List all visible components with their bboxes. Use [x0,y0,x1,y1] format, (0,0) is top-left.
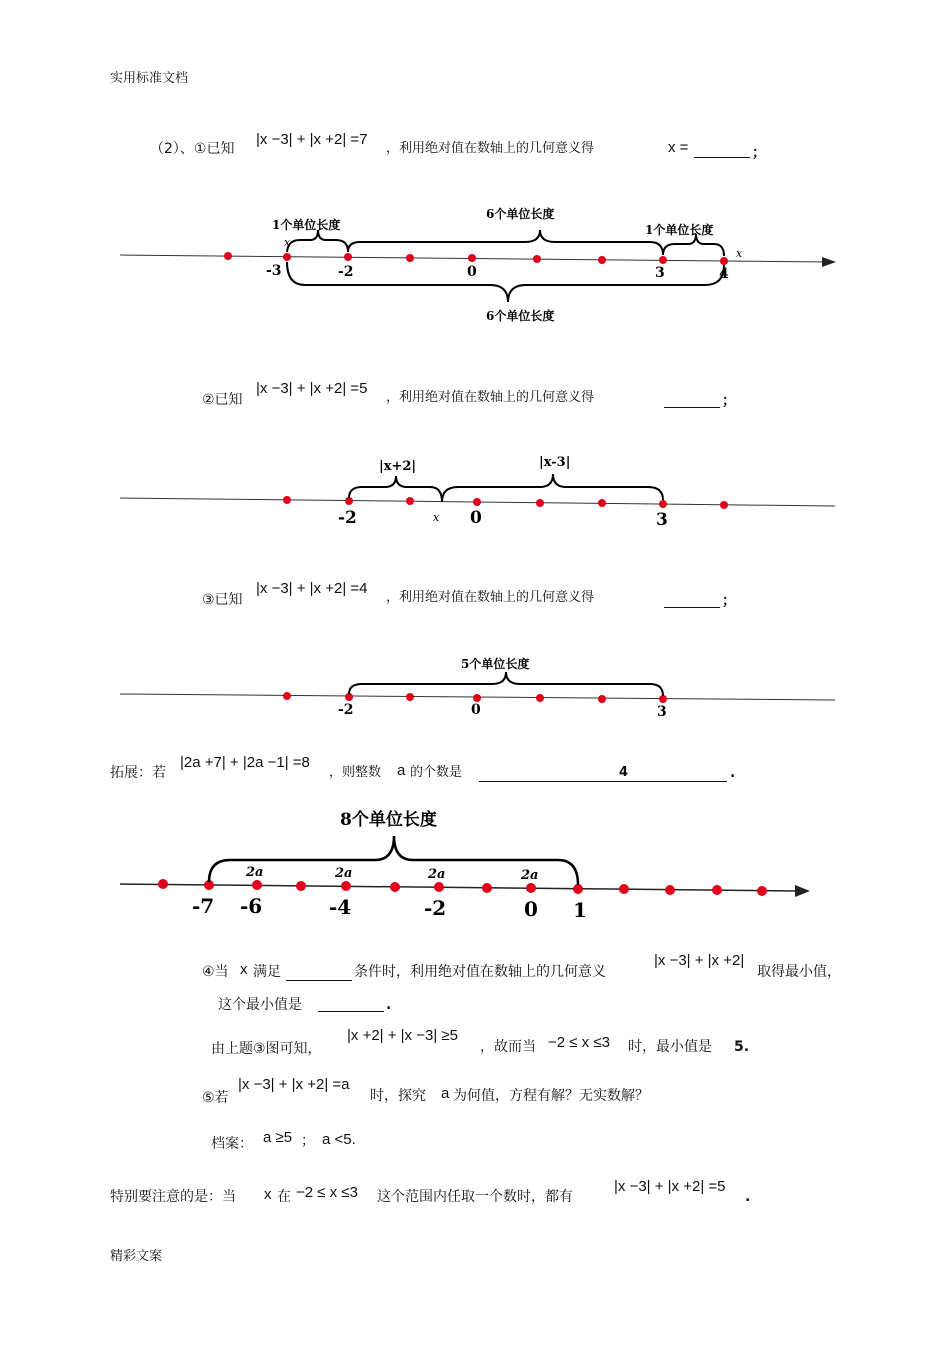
q4-cond: 满足 [253,964,281,980]
tick-label: 4 [719,266,729,282]
ext-equation: |2a +7| + |2a −1| =8 [180,754,310,771]
axis-line-4 [120,884,800,891]
dot [619,884,629,894]
page-header: 实用标准文档 [110,71,189,86]
ext-var: a [397,762,406,779]
label-right-abs: |x-3| [539,455,571,470]
note-mid: 在 [277,1189,291,1205]
tick-label: -6 [240,894,263,918]
q5-answer2: a <5. [322,1131,356,1148]
q4-solution-suffix: 时，最小值是 [628,1039,712,1055]
q5-answer-prefix: 档案： [211,1136,253,1152]
tick-label: 0 [524,897,538,921]
q4-solution-expr: |x +2| + |x −3| ≥5 [347,1027,458,1044]
q3-end: ； [722,593,736,609]
q4-line2: 这个最小值是 [218,997,302,1013]
note-prefix: 特别要注意的是：当 [110,1189,236,1205]
note-range: −2 ≤ x ≤3 [296,1184,358,1201]
q4-prefix: ④当 [202,964,229,980]
note-end: . [745,1189,751,1205]
q1-answer-prefix: x = [668,139,689,156]
q4-solution-prefix: 由上题③图可知， [211,1041,322,1057]
q5-var: a [441,1085,450,1102]
x-label-left: x [284,236,291,249]
tick-label: -2 [338,508,357,528]
q4-end: 取得最小值， [757,964,841,980]
dot [341,881,351,891]
label-top: 5个单位长度 [461,657,530,671]
seg-label: 2a [335,866,353,881]
q4-cond-suffix: 条件时，利用绝对值在数轴上的几何意义 [354,964,606,980]
q1-end: ； [752,145,766,161]
tick-label: 3 [657,704,667,720]
q4-var: x [240,961,248,978]
label-top-left: 1个单位长度 [272,218,341,232]
dot [712,885,722,895]
dot [158,879,168,889]
label-bottom: 6个单位长度 [486,309,555,323]
label-top: 8个单位长度 [340,810,437,830]
seg-label: 2a [246,865,264,880]
q2-prefix: ②已知 [202,392,243,408]
dot [482,883,492,893]
q1-method: ，利用绝对值在数轴上的几何意义得 [386,141,595,156]
seg-label: 2a [428,867,446,882]
dot [665,885,675,895]
x-label: x [433,511,440,524]
tick-label: -2 [424,896,447,920]
dot [573,884,583,894]
q2-method: ，利用绝对值在数轴上的几何意义得 [386,390,595,405]
tick-label: -7 [192,894,215,918]
tick-label: 0 [470,508,482,528]
q2-equation: |x −3| + |x +2| =5 [256,380,368,397]
q3-prefix: ③已知 [202,592,243,608]
note-mid2: 这个范围内任取一个数时，都有 [377,1189,573,1205]
ext-middle: ，则整数 [329,765,382,780]
q4-cond-blank[interactable] [286,979,352,981]
q4-min-blank[interactable] [318,1010,384,1012]
dot [526,883,536,893]
dot [390,882,400,892]
q4-solution-value: 5. [734,1039,750,1055]
seg-label: 2a [521,868,539,883]
q4-line2-end: . [386,997,392,1013]
q5-equation: |x −3| + |x +2| =a [238,1076,350,1093]
q4-expr: |x −3| + |x +2| [654,952,745,969]
tick-label: -2 [338,264,354,280]
axis-arrow-4 [795,885,810,897]
q2-end: ； [722,393,736,409]
ext-end: . [730,765,736,781]
ext-prefix: 拓展：若 [110,765,166,781]
ext-suffix: 的个数是 [410,765,463,780]
q5-suffix2: 为何值，方程有解？无实数解？ [453,1088,649,1104]
tick-label: -2 [338,702,354,718]
q5-prefix: ⑤若 [202,1090,229,1106]
tick-label: -3 [266,263,282,279]
dot [757,886,767,896]
dot [252,880,262,890]
ext-answer: 4 [619,765,629,780]
q5-answer1: a ≥5 [263,1129,293,1146]
label-left-abs: |x+2| [379,459,417,474]
q5-suffix: 时，探究 [370,1088,426,1104]
q1-equation: |x −3| + |x +2| =7 [256,131,368,148]
tick-label: -4 [329,895,352,919]
x-label-right: x [736,247,743,260]
q4-solution-range: −2 ≤ x ≤3 [548,1034,610,1051]
note-var: x [264,1186,272,1203]
tick-label: 3 [655,265,665,281]
label-top-right: 1个单位长度 [645,223,714,237]
label-top-mid: 6个单位长度 [486,207,555,221]
q4-solution-mid: ，故而当 [480,1039,536,1055]
q5-sep: ； [301,1133,315,1149]
note-equation: |x −3| + |x +2| =5 [614,1178,726,1195]
tick-label: 0 [467,264,477,280]
tick-label: 0 [471,702,481,718]
tick-label: 3 [656,510,668,530]
page-footer: 精彩文案 [110,1249,163,1264]
tick-label: 1 [573,898,587,922]
dot [296,881,306,891]
q1-prefix: （2）、①已知 [150,141,235,157]
q3-equation: |x −3| + |x +2| =4 [256,580,368,597]
q3-method: ，利用绝对值在数轴上的几何意义得 [386,590,595,605]
dot [434,882,444,892]
